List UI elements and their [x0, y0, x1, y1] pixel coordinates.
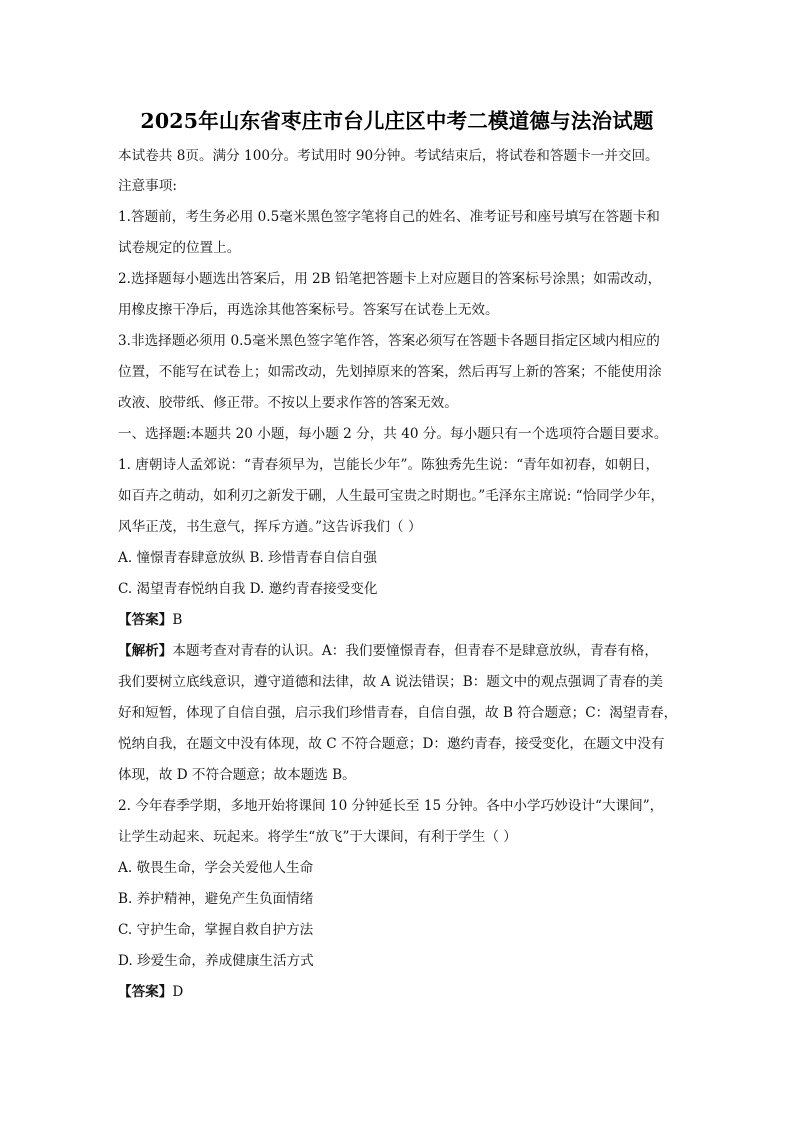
notice-1-line-2: 试卷规定的位置上。 [118, 240, 241, 256]
question-1-analysis-line-4: 悦纳自我，在题文中没有体现，故 C 不符合题意；D：邀约青春，接受变化，在题文中没有 [118, 736, 665, 752]
answer-value: D [172, 984, 184, 1000]
question-2-option-b: B. 养护精神，避免产生负面情绪 [118, 891, 314, 907]
question-2-option-c: C. 守护生命，掌握自救自护方法 [118, 922, 314, 938]
question-2-option-a: A. 敬畏生命，学会关爱他人生命 [118, 860, 314, 876]
analysis-label: 【解析】 [118, 643, 173, 659]
question-2-answer [118, 982, 183, 1002]
answer-value: B [172, 612, 183, 628]
notice-3-line-1: 3.非选择题必须用 0.5毫米黑色签字笔作答，答案必须写在答题卡各题目指定区域内相应的 [118, 333, 660, 349]
page-title: 2025年山东省枣庄市台儿庄区中考二模道德与法治试题 [140, 109, 654, 133]
question-2-line-2: 让学生动起来、玩起来。将学生“放飞”于大课间，有利于学生（ ） [118, 829, 517, 845]
analysis-text: 本题考查对青春的认识。A：我们要憧憬青春，但青春不是肆意放纵，青春有格， [172, 643, 658, 659]
section-heading: 一、选择题:本题共 20 小题，每小题 2 分，共 40 分。每小题只有一个选项符合题目要求。 [118, 426, 668, 442]
question-1-analysis-line-5: 体现，故 D 不符合题意；故本题选 B。 [118, 767, 356, 783]
question-1-options-ab: A. 憧憬青春肆意放纵 B. 珍惜青春自信自强 [118, 550, 377, 566]
notice-1-line-1: 1.答题前，考生务必用 0.5毫米黑色签字笔将自己的姓名、准考证号和座号填写在答题卡和 [118, 209, 660, 225]
question-1-line-2: 如百卉之萌动，如利刃之新发于硎，人生最可宝贵之时期也。”毛泽东主席说: “恰同学少年， [118, 488, 665, 504]
question-1-analysis-line-3: 好和短暂，体现了自信自强，启示我们珍惜青春，自信自强，故 B 符合题意；C：渴望青春， [118, 705, 678, 721]
notice-2-line-1: 2.选择题每小题选出答案后，用 2B 铅笔把答题卡上对应题目的答案标号涂黑；如需改动， [118, 271, 662, 287]
question-1-analysis-line-1 [118, 641, 658, 661]
question-1-options-cd: C. 渴望青春悦纳自我 D. 邀约青春接受变化 [118, 581, 378, 597]
question-1-line-3: 风华正茂，书生意气，挥斥方遒。”这告诉我们（ ） [118, 519, 422, 535]
question-1-line-1: 1. 唐朝诗人孟郊说：“青春须早为，岂能长少年”。陈独秀先生说：“青年如初春，如朝日， [118, 457, 660, 473]
notice-2-line-2: 用橡皮擦干净后，再选涂其他答案标号。答案写在试卷上无效。 [118, 302, 499, 318]
answer-label: 【答案】 [118, 612, 173, 628]
question-1-answer [118, 610, 182, 630]
answer-label: 【答案】 [118, 984, 173, 1000]
question-1-analysis-line-2: 我们要树立底线意识，遵守道德和法律，故 A 说法错误；B：题文中的观点强调了青春的美 [118, 674, 664, 690]
exam-intro: 本试卷共 8页。满分 100分。考试用时 90分钟。考试结束后，将试卷和答题卡一并交回。 [118, 148, 659, 164]
notice-3-line-2: 位置，不能写在试卷上；如需改动，先划掉原来的答案，然后再写上新的答案；不能使用涂 [118, 364, 662, 380]
notice-3-line-3: 改液、胶带纸、修正带。不按以上要求作答的答案无效。 [118, 395, 458, 411]
question-2-line-1: 2. 今年春季学期，多地开始将课间 10 分钟延长至 15 分钟。各中小学巧妙设计“大课间”， [118, 798, 664, 814]
question-2-option-d: D. 珍爱生命，养成健康生活方式 [118, 953, 314, 969]
notice-heading: 注意事项: [118, 178, 177, 194]
